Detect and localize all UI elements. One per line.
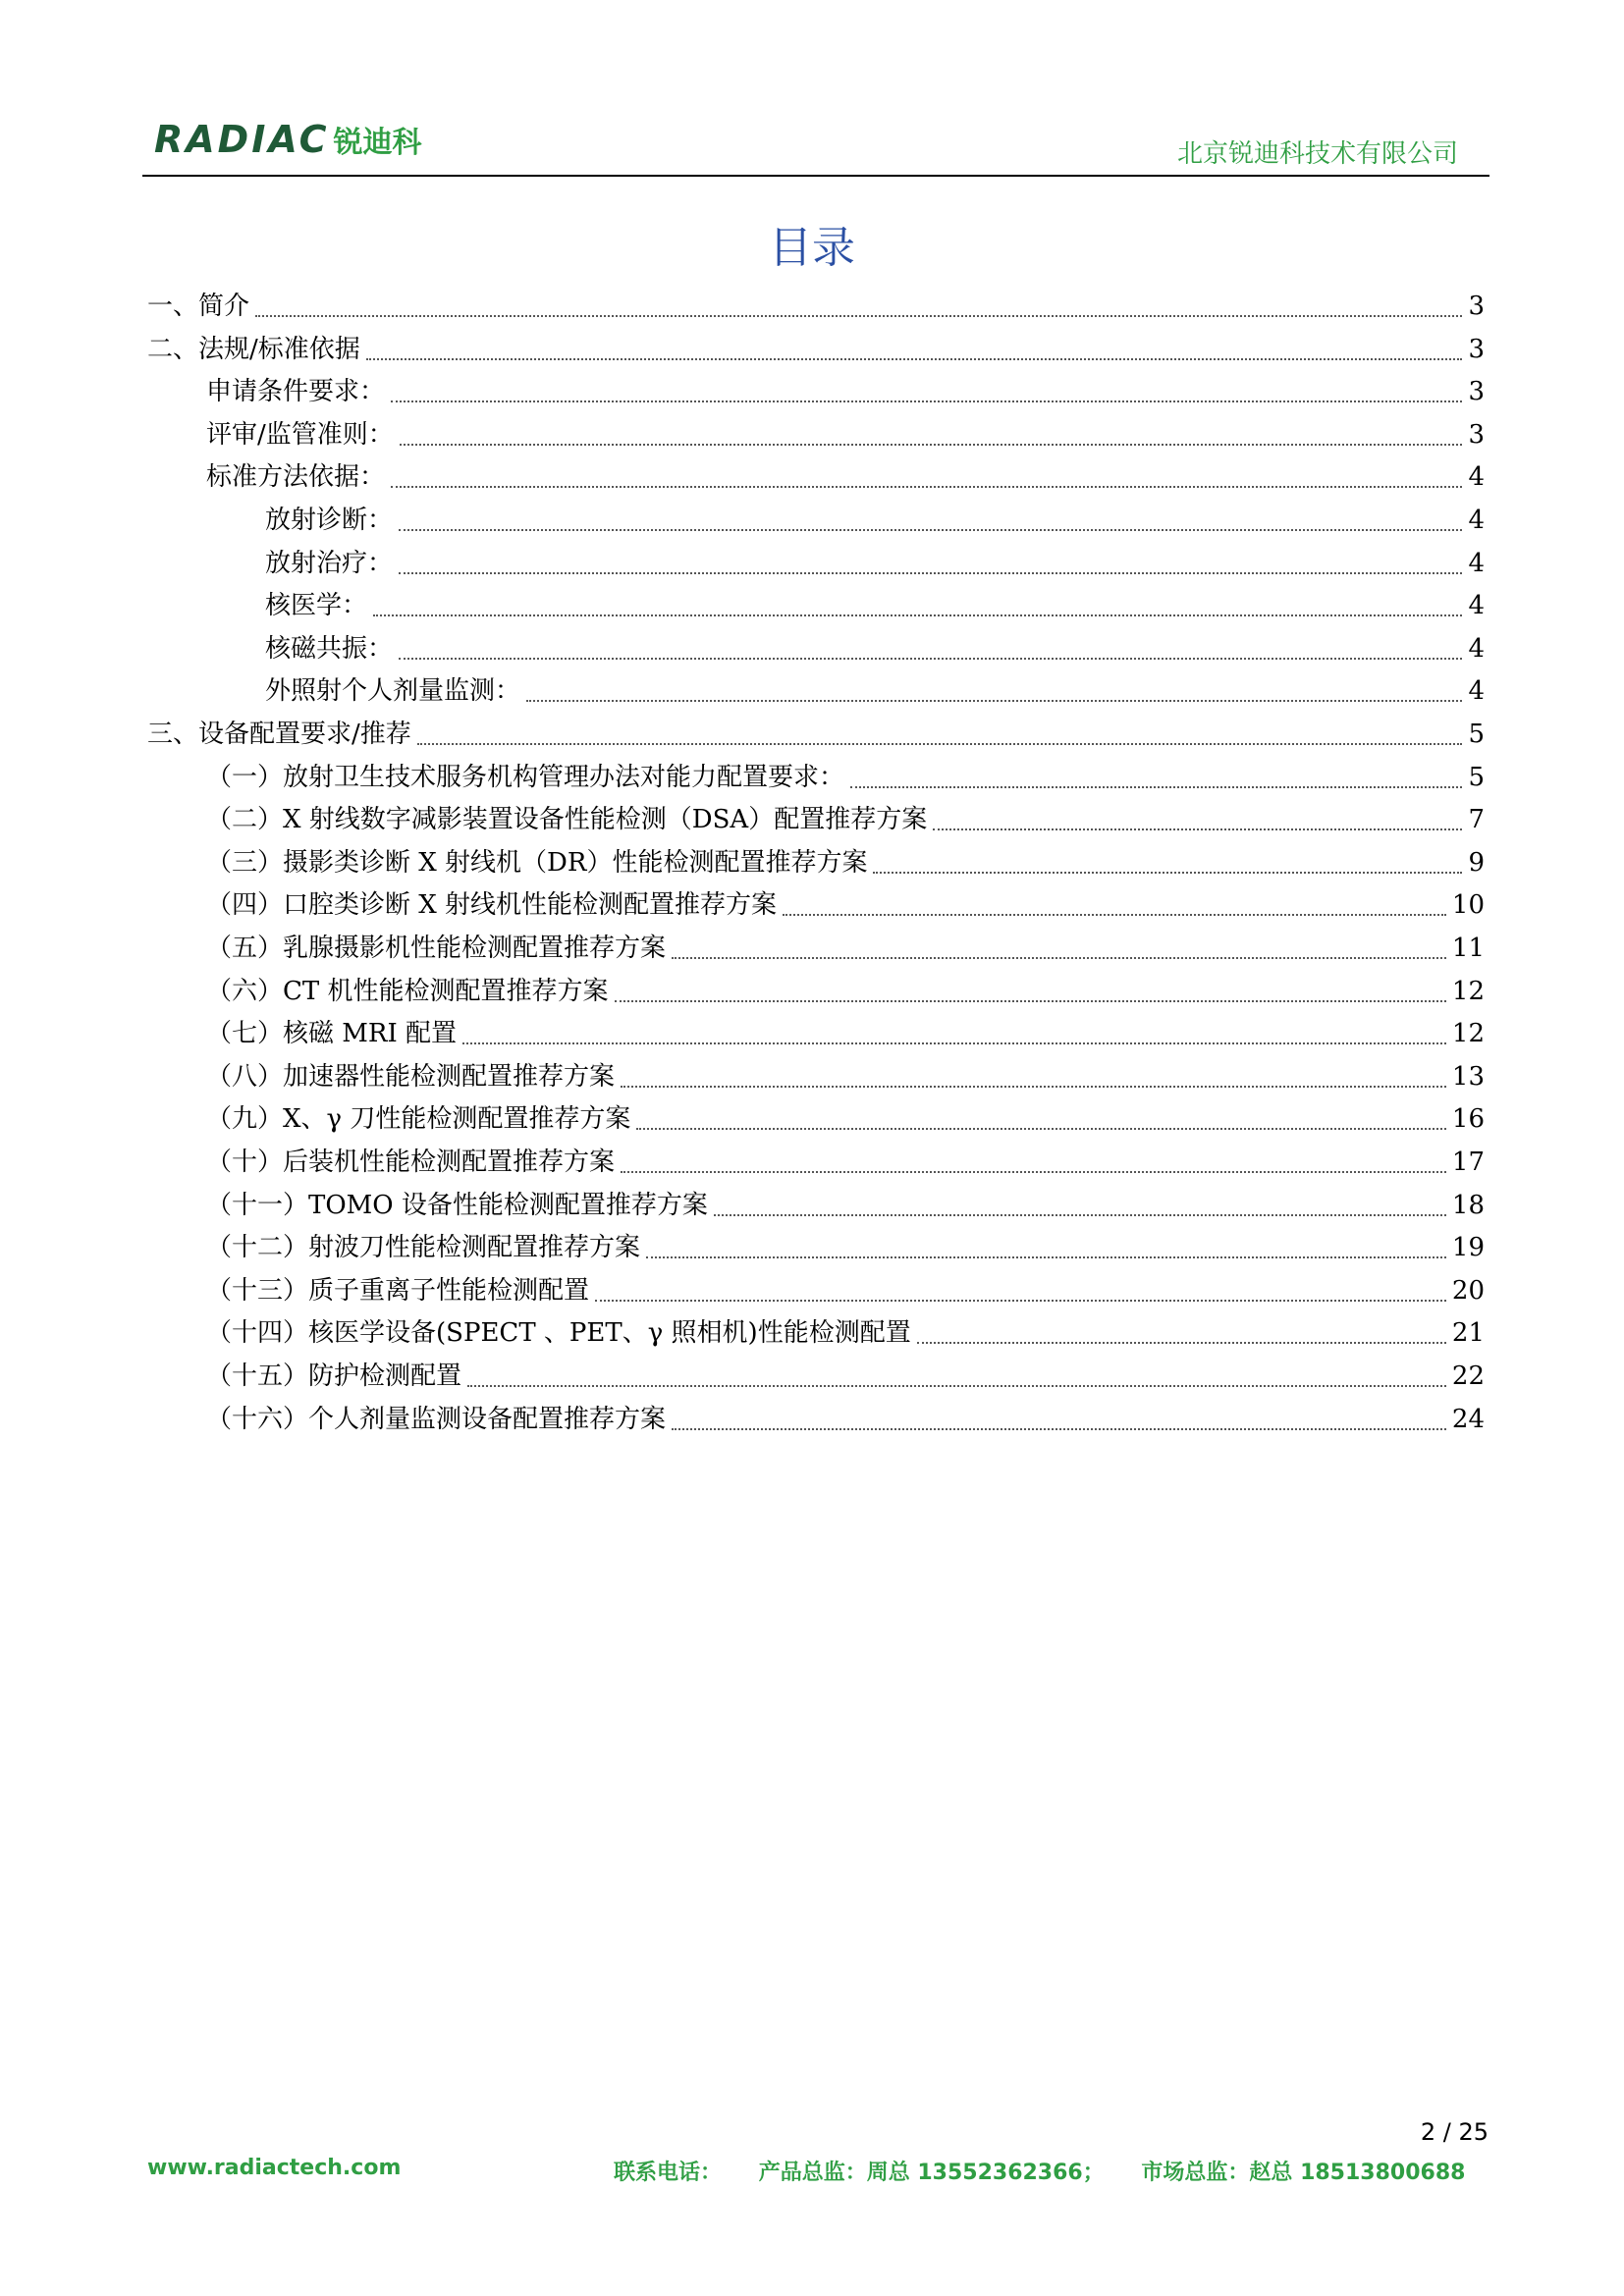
toc-entry-page: 5 <box>1468 762 1485 792</box>
toc-entry[interactable] <box>206 1099 1485 1139</box>
toc-entry-page: 21 <box>1451 1318 1485 1349</box>
toc-dot-leader <box>595 1300 1446 1302</box>
toc-entry-label: （一）放射卫生技术服务机构管理办法对能力配置要求： <box>206 762 845 792</box>
logo-chinese-name: 锐迪科 <box>333 126 422 160</box>
toc-entry-label: （八）加速器性能检测配置推荐方案 <box>206 1061 616 1092</box>
toc-entry-label: 核医学： <box>265 591 368 621</box>
toc-entry[interactable] <box>206 885 1485 925</box>
toc-dot-leader <box>917 1342 1446 1344</box>
page-indicator: 2 / 25 <box>1420 2118 1489 2146</box>
toc-dot-leader <box>467 1385 1446 1387</box>
toc-entry-label: （九）X、γ 刀性能检测配置推荐方案 <box>206 1104 631 1135</box>
toc-entry-page: 9 <box>1468 847 1485 878</box>
toc-entry-page: 3 <box>1468 334 1485 364</box>
toc-dot-leader <box>933 828 1462 830</box>
logo-wordmark: RADIAC <box>154 118 330 161</box>
toc-entry[interactable] <box>206 1400 1485 1439</box>
toc-entry-page: 4 <box>1468 548 1485 578</box>
toc-entry[interactable] <box>206 372 1485 411</box>
toc-entry[interactable] <box>206 1271 1485 1310</box>
toc-entry-label: 三、设备配置要求/推荐 <box>147 720 411 749</box>
market-director-contact: 市场总监：赵总 18513800688 <box>1141 2161 1466 2185</box>
toc-entry[interactable] <box>206 1357 1485 1396</box>
toc-entry-label: （三）摄影类诊断 X 射线机（DR）性能检测配置推荐方案 <box>206 847 868 878</box>
toc-dot-leader <box>399 572 1462 574</box>
toc-entry-page: 4 <box>1468 462 1485 493</box>
contact-label: 联系电话： <box>614 2161 723 2185</box>
toc-dot-leader <box>462 1042 1446 1044</box>
toc-entry-label: （五）乳腺摄影机性能检测配置推荐方案 <box>206 934 667 963</box>
toc-entry-label: （十三）质子重离子性能检测配置 <box>206 1275 590 1306</box>
toc-dot-leader <box>373 614 1462 616</box>
toc-entry-page: 22 <box>1451 1362 1485 1391</box>
toc-entry[interactable] <box>206 1057 1485 1096</box>
toc-dot-leader <box>366 358 1463 360</box>
toc-dot-leader <box>646 1256 1446 1258</box>
toc-entry-label: （二）X 射线数字减影装置设备性能检测（DSA）配置推荐方案 <box>206 805 928 835</box>
toc-entry-page: 24 <box>1451 1404 1485 1434</box>
toc-dot-leader <box>850 786 1462 788</box>
toc-entry-page: 12 <box>1451 1019 1485 1049</box>
toc-dot-leader <box>621 1086 1446 1088</box>
toc-entry-page: 13 <box>1451 1061 1485 1092</box>
toc-entry-page: 19 <box>1451 1233 1485 1263</box>
toc-entry-label: 二、法规/标准依据 <box>147 334 360 364</box>
footer-contact <box>614 2156 1465 2186</box>
toc-dot-leader <box>873 872 1462 874</box>
toc-entry-page: 3 <box>1468 377 1485 407</box>
toc-dot-leader <box>391 400 1462 402</box>
toc-entry-page: 11 <box>1451 934 1485 963</box>
toc-entry-label: 放射诊断： <box>265 506 394 535</box>
company-name: 北京锐迪科技术有限公司 <box>1176 139 1458 169</box>
website-link[interactable]: www.radiactech.com <box>147 2156 402 2180</box>
toc-entry[interactable] <box>147 330 1485 369</box>
toc-entry[interactable] <box>265 586 1485 625</box>
toc-entry-label: 放射治疗： <box>265 548 394 578</box>
toc-title: 目录 <box>769 223 855 273</box>
toc-dot-leader <box>400 444 1463 446</box>
toc-entry-page: 4 <box>1468 506 1485 535</box>
toc-entry-label: 核磁共振： <box>265 633 394 664</box>
toc-entry-page: 3 <box>1468 419 1485 450</box>
toc-entry-label: （六）CT 机性能检测配置推荐方案 <box>206 976 609 1006</box>
toc-entry-page: 20 <box>1451 1275 1485 1306</box>
toc-entry-page: 10 <box>1451 890 1485 921</box>
toc-entry[interactable] <box>265 629 1485 668</box>
toc-entry-label: （十）后装机性能检测配置推荐方案 <box>206 1148 616 1177</box>
toc-entry[interactable] <box>206 843 1485 882</box>
toc-entry-page: 5 <box>1468 720 1485 749</box>
toc-dot-leader <box>255 315 1462 317</box>
toc-entry-page: 3 <box>1468 292 1485 321</box>
toc-dot-leader <box>714 1214 1446 1216</box>
toc-entry[interactable] <box>206 1014 1485 1053</box>
toc-entry-label: （十一）TOMO 设备性能检测配置推荐方案 <box>206 1190 708 1220</box>
toc-entry[interactable] <box>206 758 1485 797</box>
toc-dot-leader <box>621 1171 1446 1173</box>
toc-entry-label: （十五）防护检测配置 <box>206 1362 462 1391</box>
toc-entry-label: （四）口腔类诊断 X 射线机性能检测配置推荐方案 <box>206 890 778 921</box>
toc-entry[interactable] <box>147 287 1485 326</box>
page-header <box>142 110 1489 177</box>
toc-entry-label: （十六）个人剂量监测设备配置推荐方案 <box>206 1404 667 1434</box>
toc-entry[interactable] <box>206 972 1485 1011</box>
toc-dot-leader <box>783 914 1446 916</box>
toc-dot-leader <box>417 743 1463 745</box>
toc-dot-leader <box>672 1428 1446 1430</box>
toc-entry[interactable] <box>265 671 1485 711</box>
toc-dot-leader <box>672 957 1446 959</box>
toc-entry-label: （十四）核医学设备(SPECT 、PET、γ 照相机)性能检测配置 <box>206 1318 911 1349</box>
toc-entry-page: 16 <box>1451 1104 1485 1135</box>
toc-entry-label: （七）核磁 MRI 配置 <box>206 1019 457 1049</box>
toc-entry-page: 4 <box>1468 633 1485 664</box>
toc-entry[interactable] <box>265 501 1485 540</box>
toc-dot-leader <box>399 658 1462 660</box>
toc-entry-page: 7 <box>1468 805 1485 835</box>
toc-dot-leader <box>391 486 1462 488</box>
toc-entry-page: 17 <box>1451 1148 1485 1177</box>
page-footer <box>147 2156 1483 2191</box>
toc-entry[interactable] <box>206 457 1485 497</box>
toc-entry-label: 外照射个人剂量监测： <box>265 676 521 707</box>
toc-entry-page: 18 <box>1451 1190 1485 1220</box>
toc-entry[interactable] <box>206 1186 1485 1225</box>
toc-entry[interactable] <box>265 544 1485 583</box>
toc-entry[interactable] <box>206 1313 1485 1353</box>
toc-entry-label: （十二）射波刀性能检测配置推荐方案 <box>206 1233 641 1263</box>
toc-entry-page: 12 <box>1451 976 1485 1006</box>
toc-dot-leader <box>526 700 1462 702</box>
toc-entry-label: 一、简介 <box>147 292 250 321</box>
toc-dot-leader <box>399 529 1462 531</box>
toc-entry-label: 标准方法依据： <box>206 462 386 493</box>
toc-entry-page: 4 <box>1468 676 1485 707</box>
company-logo <box>154 118 421 161</box>
toc-entry[interactable] <box>206 1143 1485 1182</box>
toc-entry-label: 申请条件要求： <box>206 377 386 407</box>
product-director-contact: 产品总监：周总 13552362366； <box>758 2161 1105 2185</box>
toc-entry-label: 评审/监管准则： <box>206 419 394 450</box>
toc-entry[interactable] <box>206 929 1485 968</box>
toc-dot-leader <box>615 1000 1446 1002</box>
toc-entry-page: 4 <box>1468 591 1485 621</box>
toc-entry[interactable] <box>206 1228 1485 1267</box>
toc-dot-leader <box>636 1128 1446 1130</box>
toc-entry[interactable] <box>206 800 1485 839</box>
toc-entry[interactable] <box>147 715 1485 754</box>
toc-entry[interactable] <box>206 415 1485 454</box>
